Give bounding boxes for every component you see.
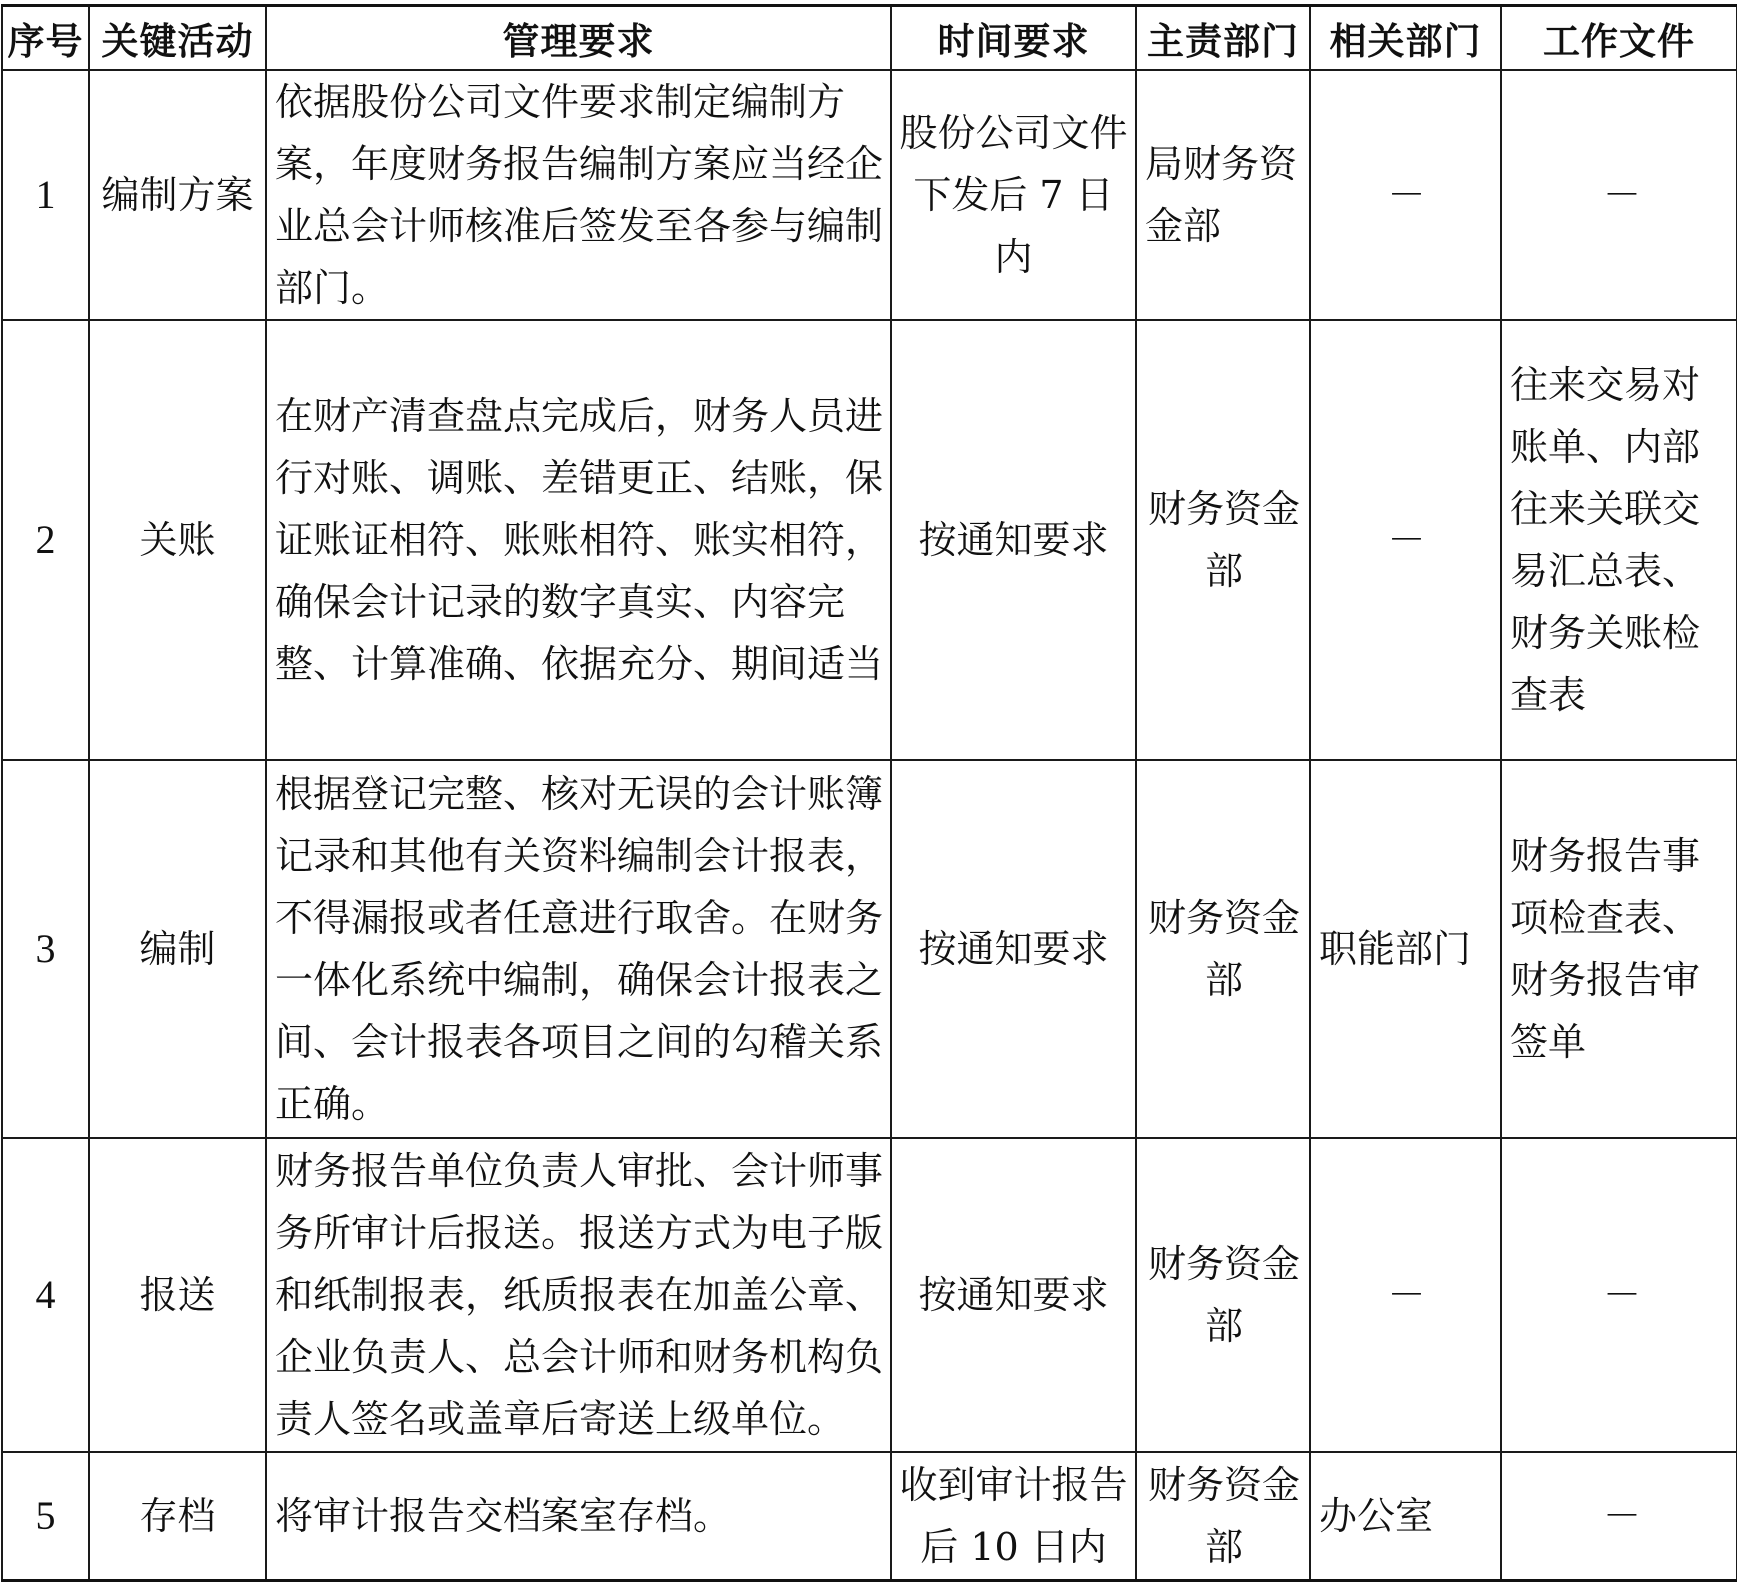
header-requirement: 管理要求 [266,6,891,70]
financial-report-process-table [1,4,1737,1582]
table-row [2,760,1737,1138]
header-time: 时间要求 [891,6,1136,70]
cell-activity: 关账 [89,320,266,760]
cell-activity: 存档 [89,1452,266,1581]
table-row [2,70,1737,320]
header-activity: 关键活动 [89,6,266,70]
cell-main-dept: 财务资金部 [1136,1452,1310,1581]
header-main-dept: 主责部门 [1136,6,1310,70]
cell-documents: － [1501,1452,1737,1581]
cell-requirement: 将审计报告交档案室存档。 [266,1452,891,1581]
cell-main-dept: 财务资金部 [1136,760,1310,1138]
table-row [2,1452,1737,1581]
cell-activity: 编制方案 [89,70,266,320]
table-row [2,1138,1737,1452]
cell-documents: 财务报告事项检查表、财务报告审签单 [1501,760,1737,1138]
cell-activity: 报送 [89,1138,266,1452]
cell-time: 按通知要求 [891,760,1136,1138]
cell-documents: － [1501,70,1737,320]
header-row [2,6,1737,70]
cell-num: 5 [2,1452,89,1581]
cell-related-dept: 职能部门 [1310,760,1501,1138]
cell-main-dept: 局财务资金部 [1136,70,1310,320]
cell-documents: 往来交易对账单、内部往来关联交易汇总表、财务关账检查表 [1501,320,1737,760]
cell-main-dept: 财务资金部 [1136,320,1310,760]
cell-activity: 编制 [89,760,266,1138]
cell-requirement: 在财产清查盘点完成后，财务人员进行对账、调账、差错更正、结账，保证账证相符、账账相符、账实相符，确保会计记录的数字真实、内容完整、计算准确、依据充分、期间适当 [266,320,891,760]
cell-time: 按通知要求 [891,1138,1136,1452]
cell-requirement: 依据股份公司文件要求制定编制方案，年度财务报告编制方案应当经企业总会计师核准后签发至各参与编制部门。 [266,70,891,320]
cell-requirement: 财务报告单位负责人审批、会计师事务所审计后报送。报送方式为电子版和纸制报表，纸质报表在加盖公章、企业负责人、总会计师和财务机构负责人签名或盖章后寄送上级单位。 [266,1138,891,1452]
table-row [2,320,1737,760]
cell-num: 3 [2,760,89,1138]
header-documents: 工作文件 [1501,6,1737,70]
cell-documents: － [1501,1138,1737,1452]
cell-num: 1 [2,70,89,320]
cell-related-dept: 办公室 [1310,1452,1501,1581]
cell-related-dept: － [1310,1138,1501,1452]
cell-time: 按通知要求 [891,320,1136,760]
cell-main-dept: 财务资金部 [1136,1138,1310,1452]
cell-num: 2 [2,320,89,760]
cell-time: 股份公司文件下发后 7 日内 [891,70,1136,320]
header-num: 序号 [2,6,89,70]
header-related-dept: 相关部门 [1310,6,1501,70]
cell-related-dept: － [1310,70,1501,320]
cell-requirement: 根据登记完整、核对无误的会计账簿记录和其他有关资料编制会计报表，不得漏报或者任意进行取舍。在财务一体化系统中编制，确保会计报表之间、会计报表各项目之间的勾稽关系正确。 [266,760,891,1138]
cell-num: 4 [2,1138,89,1452]
cell-related-dept: － [1310,320,1501,760]
cell-time: 收到审计报告后 10 日内 [891,1452,1136,1581]
